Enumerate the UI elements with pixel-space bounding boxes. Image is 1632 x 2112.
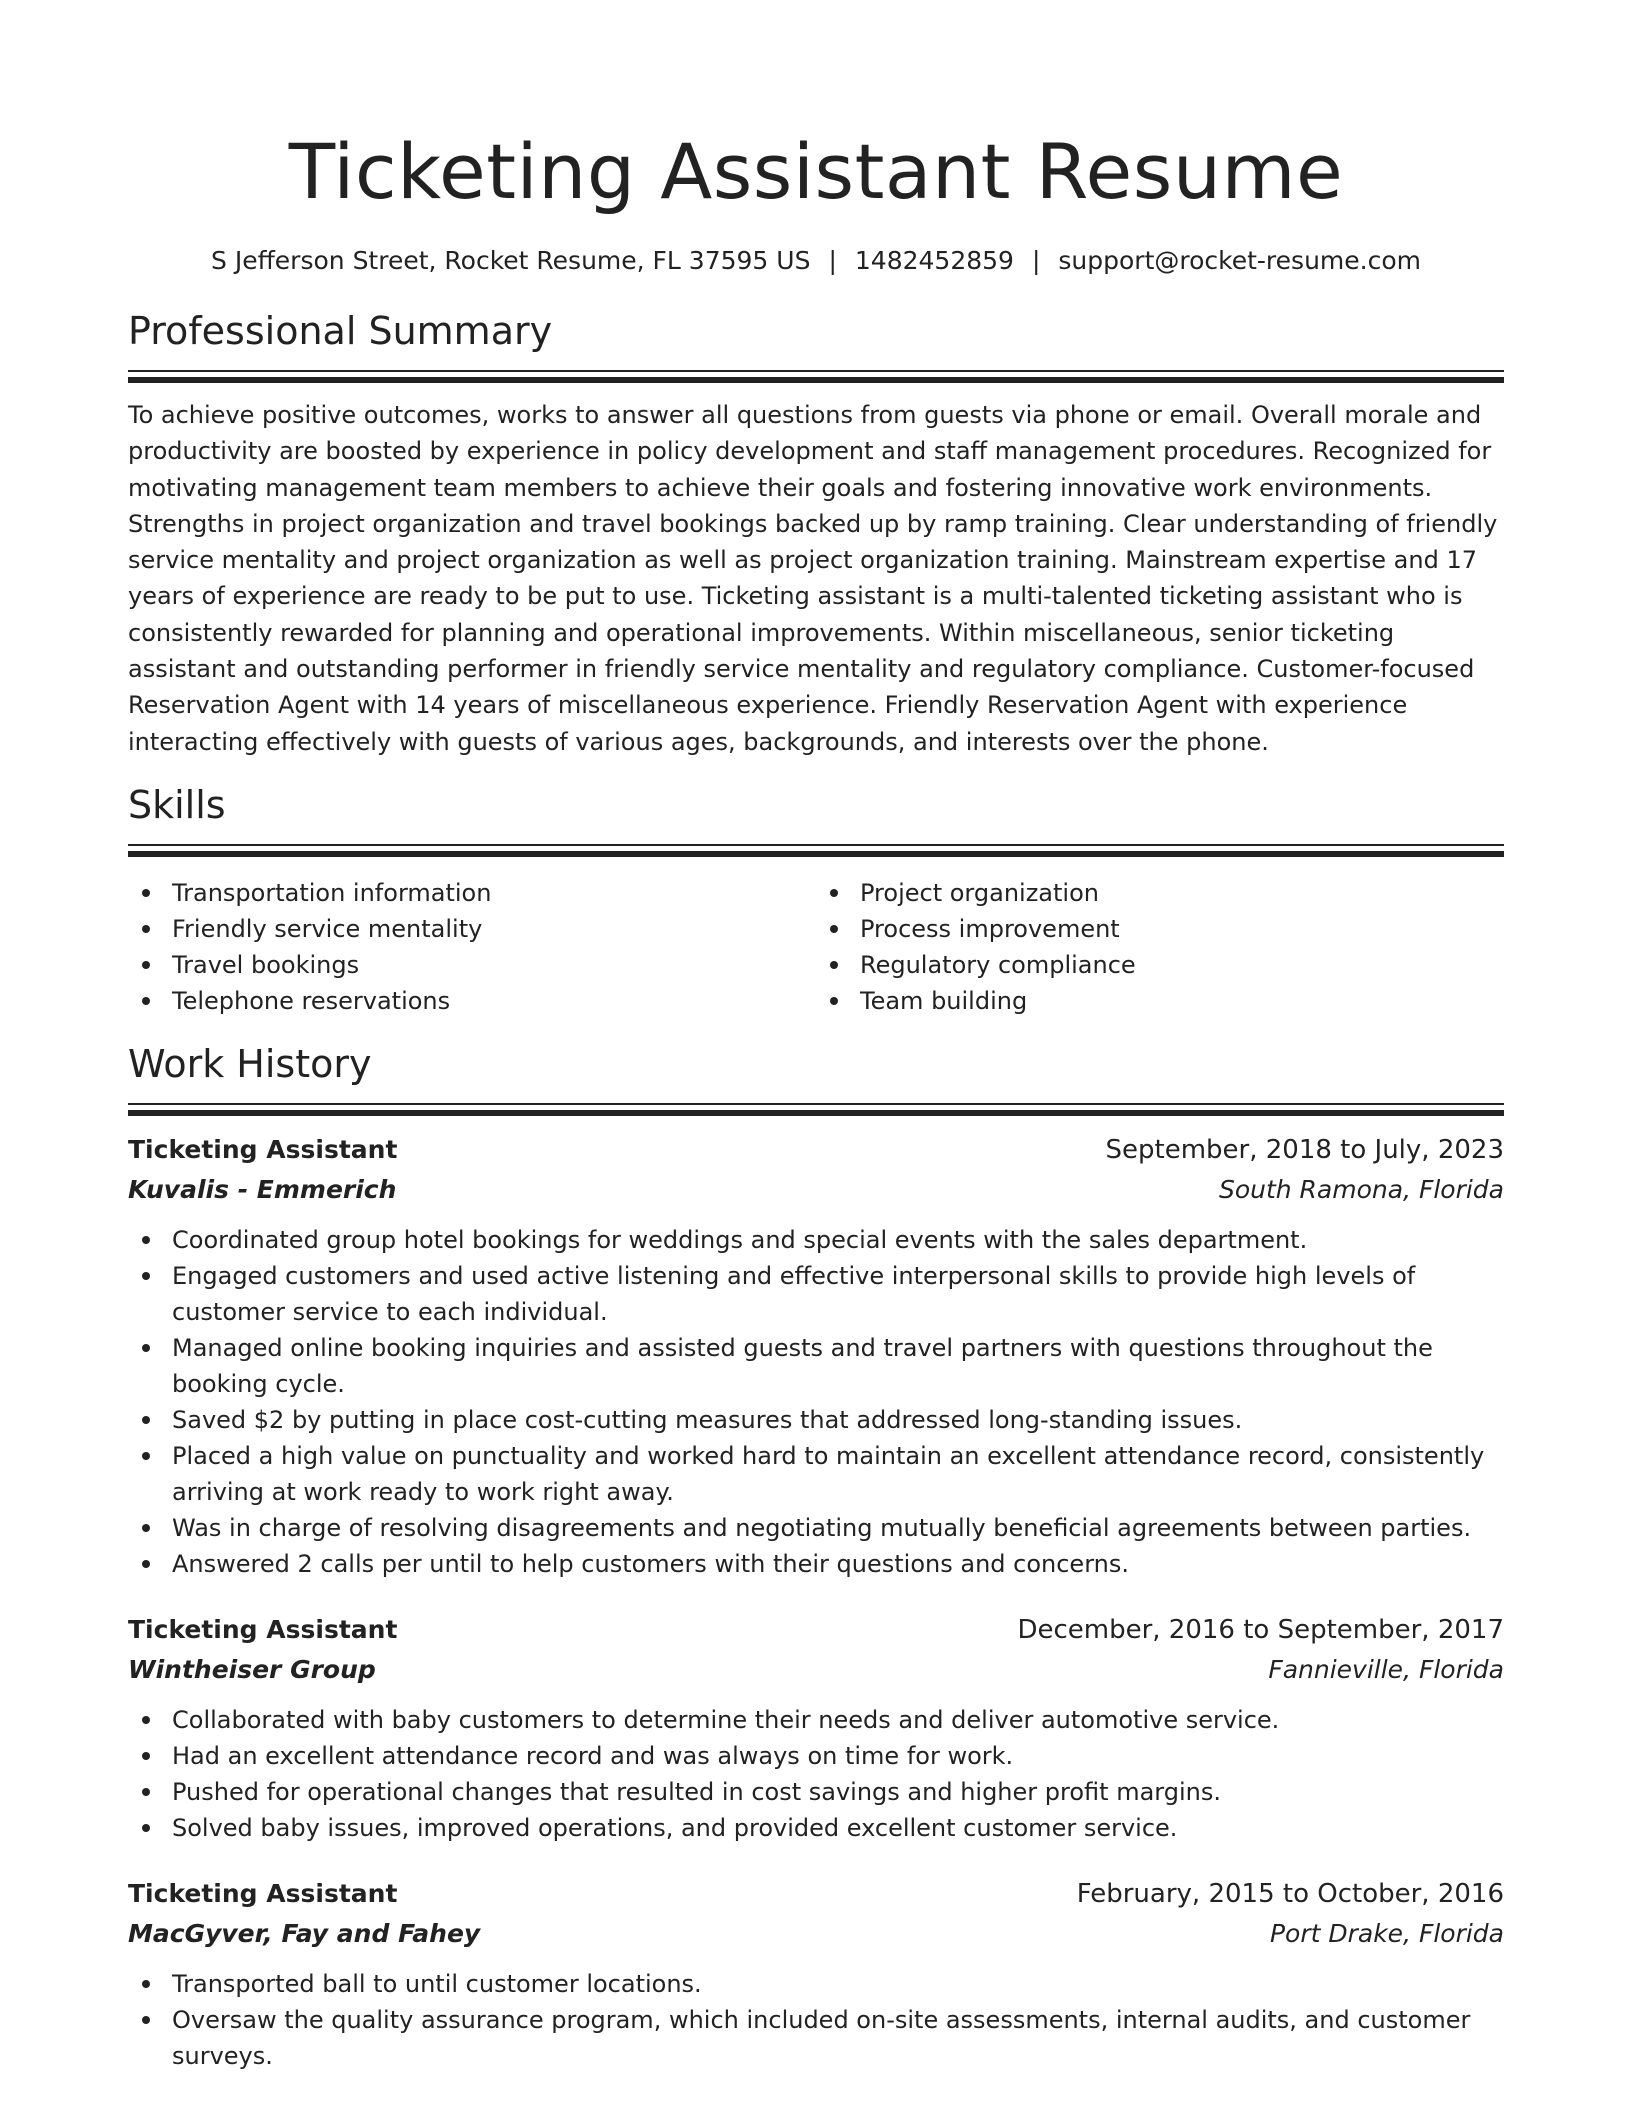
skill-item: Friendly service mentality <box>128 911 816 947</box>
job-company: MacGyver, Fay and Fahey <box>128 1918 481 1948</box>
skill-item: Project organization <box>816 875 1504 911</box>
job-bullets <box>128 1702 1504 1846</box>
job-bullet: Saved $2 by putting in place cost-cutting measures that addressed long-standing issues. <box>128 1402 1504 1438</box>
job-bullet: Managed online booking inquiries and assisted guests and travel partners with questions throughout the booking cycle. <box>128 1330 1504 1402</box>
job-bullet: Had an excellent attendance record and was always on time for work. <box>128 1738 1504 1774</box>
job-bullet: Pushed for operational changes that resulted in cost savings and higher profit margins. <box>128 1774 1504 1810</box>
job-bullet: Answered 2 calls per until to help customers with their questions and concerns. <box>128 1546 1504 1582</box>
skill-item: Travel bookings <box>128 947 816 983</box>
job-entry <box>128 1610 1504 1846</box>
job-header-row <box>128 1610 1504 1650</box>
skills-heading: Skills <box>128 782 226 827</box>
job-bullet: Oversaw the quality assurance program, which included on-site assessments, internal audits, and customer surveys. <box>128 2002 1504 2074</box>
skills-column-left <box>128 875 816 1019</box>
skill-item: Telephone reservations <box>128 983 816 1019</box>
job-dates: February, 2015 to October, 2016 <box>1076 1878 1504 1909</box>
job-company: Kuvalis - Emmerich <box>128 1174 397 1204</box>
skill-item: Team building <box>816 983 1504 1019</box>
summary-text: To achieve positive outcomes, works to answer all questions from guests via phone or email. Overall morale and productivity are boosted by experience in policy development and staff management procedures. Recognized for motivating management team members to achieve their goals and fostering innovative work environments. Strengths in project organization and travel bookings backed up by ramp training. Clear understanding of friendly service mentality and project organization as well as project organization training. Mainstream expertise and 17 years of experience are ready to be put to use. Ticketing assistant is a multi-talented ticketing assistant who is consistently rewarded for planning and operational improvements. Within miscellaneous, senior ticketing assistant and outstanding performer in friendly service mentality and regulatory compliance. Customer-focused Reservation Agent with 14 years of miscellaneous experience. Friendly Reservation Agent with experience interacting effectively with guests of various ages, backgrounds, and interests over the phone. <box>128 401 1498 756</box>
job-location: Fannieville, Florida <box>1268 1654 1504 1684</box>
contact-separator: | <box>828 246 837 275</box>
job-header-row <box>128 1874 1504 1914</box>
job-title: Ticketing Assistant <box>128 1614 398 1644</box>
page-title: Ticketing Assistant Resume <box>288 127 1344 216</box>
job-title: Ticketing Assistant <box>128 1878 398 1908</box>
section-divider <box>128 844 1504 857</box>
job-dates: September, 2018 to July, 2023 <box>1105 1134 1504 1165</box>
job-header-row <box>128 1130 1504 1170</box>
job-bullet: Collaborated with baby customers to determine their needs and deliver automotive service. <box>128 1702 1504 1738</box>
job-bullet: Solved baby issues, improved operations, and provided excellent customer service. <box>128 1810 1504 1846</box>
skills-list <box>128 875 1504 1019</box>
job-company-row <box>128 1650 1504 1690</box>
job-location: Port Drake, Florida <box>1269 1918 1504 1948</box>
job-bullet: Coordinated group hotel bookings for weddings and special events with the sales department. <box>128 1222 1504 1258</box>
skill-item: Process improvement <box>816 911 1504 947</box>
section-divider <box>128 370 1504 383</box>
job-location: South Ramona, Florida <box>1218 1174 1504 1204</box>
section-divider <box>128 1103 1504 1116</box>
job-entry <box>128 1130 1504 1582</box>
contact-address: S Jefferson Street, Rocket Resume, FL 37595 US <box>211 246 811 275</box>
work-history-heading: Work History <box>128 1041 372 1086</box>
job-bullets <box>128 1222 1504 1582</box>
contact-line <box>128 244 1504 278</box>
contact-email: support@rocket-resume.com <box>1058 246 1421 275</box>
job-company-row <box>128 1170 1504 1210</box>
skill-item: Regulatory compliance <box>816 947 1504 983</box>
job-entry <box>128 1874 1504 2074</box>
skills-column-right <box>816 875 1504 1019</box>
skill-item: Transportation information <box>128 875 816 911</box>
summary-heading: Professional Summary <box>128 309 553 353</box>
contact-separator: | <box>1031 246 1041 275</box>
contact-phone: 1482452859 <box>854 246 1014 275</box>
job-company: Wintheiser Group <box>128 1654 376 1684</box>
job-title: Ticketing Assistant <box>128 1134 398 1164</box>
job-bullet: Placed a high value on punctuality and worked hard to maintain an excellent attendance record, consistently arriving at work ready to work right away. <box>128 1438 1504 1510</box>
job-bullet: Engaged customers and used active listening and effective interpersonal skills to provide high levels of customer service to each individual. <box>128 1258 1504 1330</box>
job-dates: December, 2016 to September, 2017 <box>1017 1614 1504 1645</box>
job-bullet: Transported ball to until customer locations. <box>128 1966 1504 2002</box>
job-bullets <box>128 1966 1504 2074</box>
job-company-row <box>128 1914 1504 1954</box>
job-bullet: Was in charge of resolving disagreements and negotiating mutually beneficial agreements between parties. <box>128 1510 1504 1546</box>
